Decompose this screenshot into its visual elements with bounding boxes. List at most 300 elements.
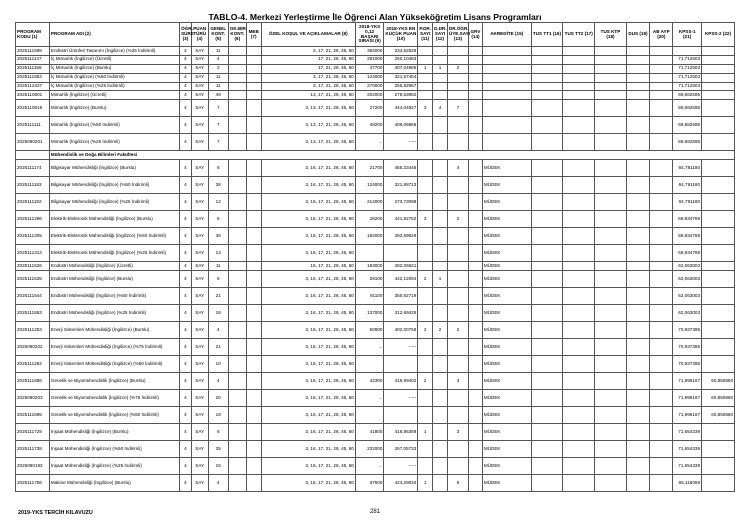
cell-grv	[469, 64, 483, 73]
cell-kucuk: -----	[384, 458, 418, 475]
cell-grv	[469, 211, 483, 228]
cell-tt2	[563, 339, 595, 356]
column-header: D.DR. SAYI (12)	[433, 23, 448, 47]
table-row	[16, 373, 735, 390]
cell-meb	[246, 322, 261, 339]
table-header-row	[16, 23, 735, 47]
cell-drogr	[447, 228, 468, 245]
cell-puan: SAY	[191, 194, 208, 211]
cell-ozel: 3, 16, 17, 21, 28, 45, 60	[261, 458, 355, 475]
cell-ddr	[433, 305, 448, 322]
cell-kpss2	[702, 177, 735, 194]
cell-sira: 202000	[355, 91, 384, 100]
cell-genel: 35	[208, 441, 228, 458]
cell-grv	[469, 245, 483, 262]
table-row	[16, 475, 735, 492]
cell-ayp	[650, 322, 673, 339]
cell-ayp	[650, 82, 673, 91]
cell-dus	[626, 356, 649, 373]
cell-ozel: 3, 16, 17, 21, 28, 45, 60	[261, 288, 355, 305]
cell-name: Genetik ve Biyomühendislik (İngilizce) (Burslu)	[49, 373, 179, 390]
cell-ayp	[650, 228, 673, 245]
cell-pdr	[418, 91, 433, 100]
cell-kpss2	[702, 100, 735, 117]
cell-sure: 4	[180, 424, 192, 441]
cell-kpss2	[702, 134, 735, 151]
cell-ayp	[650, 305, 673, 322]
cell-ayp	[650, 339, 673, 356]
cell-ktp	[595, 407, 627, 424]
cell-kpss2: 60,850860	[702, 373, 735, 390]
cell-tt2	[563, 194, 595, 211]
cell-meb	[246, 134, 261, 151]
cell-akr: MÜDEK	[482, 194, 531, 211]
cell-ktp	[595, 424, 627, 441]
table-row	[16, 271, 735, 288]
cell-ozel: 16, 17, 21, 28, 45, 60	[261, 262, 355, 271]
cell-akr: MÜDEK	[482, 390, 531, 407]
table-row	[16, 177, 735, 194]
cell-akr: MÜDEK	[482, 262, 531, 271]
cell-dus	[626, 160, 649, 177]
cell-sure: 4	[180, 245, 192, 262]
cell-tt1	[531, 262, 563, 271]
cell-puan: SAY	[191, 82, 208, 91]
cell-akr: MÜDEK	[482, 407, 531, 424]
guide-name: 2019-YKS TERCİH KILAVUZU	[18, 510, 93, 516]
cell-ayp	[650, 356, 673, 373]
column-header: KPSS-2 (22)	[702, 23, 735, 47]
cell-name: İç Mimarlık (İngilizce) (Burslu)	[49, 64, 179, 73]
cell-kucuk: -----	[384, 339, 418, 356]
cell-puan: SAY	[191, 458, 208, 475]
cell-pdr: 2	[418, 322, 433, 339]
cell-ddr	[433, 73, 448, 82]
cell-kucuk: 278,53982	[384, 91, 418, 100]
table-row	[16, 356, 735, 373]
cell-tt2	[563, 160, 595, 177]
cell-puan: SAY	[191, 73, 208, 82]
cell-tt2	[563, 322, 595, 339]
cell-ddr	[433, 134, 448, 151]
cell-kpss2	[702, 262, 735, 271]
table-row	[16, 424, 735, 441]
cell-puan: SAY	[191, 211, 208, 228]
cell-ddr	[433, 211, 448, 228]
cell-ddr: 1	[433, 271, 448, 288]
cell-ozel: 17, 21, 28, 45, 60	[261, 55, 355, 64]
cell-name: İnşaat Mühendisliği (İngilizce) (Burslu)	[49, 424, 179, 441]
cell-grv	[469, 271, 483, 288]
cell-okbir	[228, 160, 246, 177]
column-header: AB AYP (20)	[650, 23, 673, 47]
cell-tt1	[531, 288, 563, 305]
column-header: DUS (19)	[626, 23, 649, 47]
cell-ddr: 4	[433, 100, 448, 117]
cell-meb	[246, 91, 261, 100]
cell-ozel: 3, 16, 17, 21, 28, 45, 60	[261, 475, 355, 492]
cell-genel: 3	[208, 64, 228, 73]
cell-puan: SAY	[191, 100, 208, 117]
cell-name: Makine Mühendisliği (İngilizce) (Burslu)	[49, 475, 179, 492]
cell-sure: 4	[180, 373, 192, 390]
cell-kucuk: 402,00758	[384, 322, 418, 339]
cell-dus	[626, 100, 649, 117]
cell-akr: MÜDEK	[482, 356, 531, 373]
cell-okbir	[228, 177, 246, 194]
cell-okbir	[228, 424, 246, 441]
cell-meb	[246, 288, 261, 305]
cell-drogr	[447, 194, 468, 211]
cell-kucuk: 282,59826	[384, 228, 418, 245]
cell-grv	[469, 55, 483, 64]
cell-name: İç Mimarlık (İngilizce) (%50 İndirimli)	[49, 73, 179, 82]
cell-tt2	[563, 73, 595, 82]
cell-tt1	[531, 475, 563, 492]
table-row	[16, 458, 735, 475]
cell-sira: 124000	[355, 73, 384, 82]
cell-drogr	[447, 288, 468, 305]
cell-okbir	[228, 475, 246, 492]
cell-ayp	[650, 211, 673, 228]
cell-tt2	[563, 228, 595, 245]
cell-kpss2: 60,850860	[702, 390, 735, 407]
cell-dus	[626, 390, 649, 407]
cell-name: Bilgisayar Mühendisliği (İngilizce) (Burslu)	[49, 160, 179, 177]
cell-grv	[469, 194, 483, 211]
cell-pdr	[418, 305, 433, 322]
cell-kpss2	[702, 441, 735, 458]
cell-grv	[469, 177, 483, 194]
cell-akr: MÜDEK	[482, 271, 531, 288]
cell-genel: 4	[208, 322, 228, 339]
cell-genel: 36	[208, 228, 228, 245]
page-number: 281	[369, 509, 380, 515]
cell-ddr	[433, 262, 448, 271]
table-row	[16, 390, 735, 407]
cell-ozel: 3, 17, 21, 28, 45, 60	[261, 47, 355, 56]
cell-pdr	[418, 245, 433, 262]
cell-tt2	[563, 82, 595, 91]
cell-ozel: 3, 16, 17, 21, 28, 45, 60	[261, 177, 355, 194]
cell-sure: 4	[180, 64, 192, 73]
cell-meb	[246, 305, 261, 322]
cell-sure: 4	[180, 288, 192, 305]
table-row	[16, 305, 735, 322]
cell-kpss2	[702, 288, 735, 305]
cell-sure: 4	[180, 271, 192, 288]
cell-sure: 4	[180, 458, 192, 475]
cell-kpss1: 71,712503	[673, 73, 702, 82]
cell-ddr: 2	[433, 322, 448, 339]
cell-ddr	[433, 117, 448, 134]
cell-dus	[626, 117, 649, 134]
cell-akr: MÜDEK	[482, 424, 531, 441]
column-header: ÖZEL KOŞUL VE AÇIKLAMALAR (8)	[261, 23, 355, 47]
cell-genel: 6	[208, 271, 228, 288]
cell-ozel: 3, 16, 17, 21, 28, 45, 60	[261, 339, 355, 356]
cell-tt1	[531, 134, 563, 151]
cell-tt1	[531, 373, 563, 390]
table-row	[16, 47, 735, 56]
cell-okbir	[228, 271, 246, 288]
cell-name: Enerji Sistemleri Mühendisliği (İngilizce) (%50 İndirimli)	[49, 356, 179, 373]
cell-genel: 4	[208, 55, 228, 64]
cell-akr	[482, 47, 531, 56]
cell-kpss1: 62,063003	[673, 288, 702, 305]
cell-dus	[626, 322, 649, 339]
cell-code: 2025111314	[16, 245, 50, 262]
cell-kpss1: 71,996167	[673, 407, 702, 424]
cell-kpss1: 71,996167	[673, 373, 702, 390]
cell-pdr	[418, 441, 433, 458]
cell-meb	[246, 100, 261, 117]
cell-puan: SAY	[191, 91, 208, 100]
cell-tt2	[563, 245, 595, 262]
cell-pdr	[418, 390, 433, 407]
cell-akr	[482, 55, 531, 64]
cell-ktp	[595, 64, 627, 73]
cell-meb	[246, 441, 261, 458]
cell-puan: SAY	[191, 339, 208, 356]
cell-drogr	[447, 271, 468, 288]
cell-akr: MÜDEK	[482, 228, 531, 245]
cell-tt1	[531, 211, 563, 228]
cell-tt1	[531, 55, 563, 64]
cell-ozel: 3, 16, 17, 21, 28, 45, 60	[261, 390, 355, 407]
cell-tt2	[563, 390, 595, 407]
cell-grv	[469, 407, 483, 424]
cell-code: 2025111686	[16, 373, 50, 390]
cell-code: 2025112427	[16, 82, 50, 91]
cell-sira: 28100	[355, 271, 384, 288]
cell-tt2	[563, 305, 595, 322]
table-row	[16, 100, 735, 117]
cell-tt1	[531, 458, 563, 475]
cell-ayp	[650, 55, 673, 64]
cell-genel: 7	[208, 117, 228, 134]
cell-sure: 4	[180, 339, 192, 356]
cell-kucuk: -----	[384, 390, 418, 407]
cell-genel: 21	[208, 288, 228, 305]
cell-sira: 291000	[355, 55, 384, 64]
cell-sure: 4	[180, 73, 192, 82]
table-row	[16, 245, 735, 262]
cell-genel: 15	[208, 458, 228, 475]
cell-ozel: 3, 16, 17, 21, 28, 45, 60	[261, 228, 355, 245]
cell-sira: 137000	[355, 305, 384, 322]
cell-akr: MÜDEK	[482, 177, 531, 194]
cell-name: Enerji Sistemleri Mühendisliği (İngilizce) (%75 İndirimli)	[49, 339, 179, 356]
cell-sure: 4	[180, 117, 192, 134]
cell-sure: 4	[180, 100, 192, 117]
cell-puan: SAY	[191, 390, 208, 407]
cell-kucuk: 273,73098	[384, 194, 418, 211]
cell-kucuk: 415,99402	[384, 373, 418, 390]
cell-sure: 4	[180, 177, 192, 194]
cell-meb	[246, 228, 261, 245]
cell-pdr: 2	[418, 373, 433, 390]
cell-sure: 4	[180, 211, 192, 228]
cell-ddr	[433, 373, 448, 390]
cell-puan: SAY	[191, 322, 208, 339]
cell-pdr: 1	[418, 475, 433, 492]
cell-tt1	[531, 271, 563, 288]
cell-kpss1: 69,682595	[673, 134, 702, 151]
cell-dus	[626, 339, 649, 356]
cell-kpss1: 70,937395	[673, 322, 702, 339]
cell-genel: 18	[208, 305, 228, 322]
programs-table	[15, 22, 735, 492]
column-header: 2018-YKS EN KÜÇÜK PUAN (10)	[384, 23, 418, 47]
cell-kpss1	[673, 47, 702, 56]
cell-ddr	[433, 194, 448, 211]
cell-kpss2	[702, 82, 735, 91]
cell-ozel: 3, 16, 17, 21, 28, 45, 60	[261, 356, 355, 373]
cell-sira: 41800	[355, 424, 384, 441]
cell-grv	[469, 356, 483, 373]
cell-drogr	[447, 91, 468, 100]
cell-sira: 193000	[355, 262, 384, 271]
cell-genel: 6	[208, 424, 228, 441]
cell-puan: SAY	[191, 356, 208, 373]
cell-puan: SAY	[191, 424, 208, 441]
cell-code: 2025111262	[16, 356, 50, 373]
cell-ktp	[595, 194, 627, 211]
cell-name: Bilgisayar Mühendisliği (İngilizce) (%25 İndirimli)	[49, 194, 179, 211]
cell-code: 2025111598	[16, 47, 50, 56]
cell-kpss1: 69,682595	[673, 117, 702, 134]
cell-ddr	[433, 356, 448, 373]
cell-dus	[626, 134, 649, 151]
cell-kpss2	[702, 458, 735, 475]
cell-sira: ...	[355, 134, 384, 151]
cell-ddr	[433, 91, 448, 100]
cell-kucuk: 321,88713	[384, 177, 418, 194]
cell-kpss2	[702, 160, 735, 177]
cell-drogr	[447, 177, 468, 194]
cell-dus	[626, 82, 649, 91]
cell-name: Endüstri Ürünleri Tasarımı (İngilizce) (%25 İndirimli)	[49, 47, 179, 56]
cell-genel: 11	[208, 73, 228, 82]
cell-kucuk: 312,69425	[384, 305, 418, 322]
cell-kucuk: 321,57454	[384, 73, 418, 82]
cell-ddr	[433, 424, 448, 441]
cell-akr	[482, 117, 531, 134]
cell-code: 2025111526	[16, 262, 50, 271]
cell-tt2	[563, 91, 595, 100]
cell-pdr	[418, 82, 433, 91]
cell-drogr	[447, 390, 468, 407]
cell-sure: 4	[180, 228, 192, 245]
cell-drogr	[447, 245, 468, 262]
cell-sira: 50900	[355, 322, 384, 339]
cell-okbir	[228, 390, 246, 407]
cell-name: Endüstri Mühendisliği (İngilizce) (%25 İndirimli)	[49, 305, 179, 322]
cell-grv	[469, 91, 483, 100]
cell-kpss1: 62,063003	[673, 271, 702, 288]
cell-sure: 4	[180, 134, 192, 151]
cell-kucuk: 234,62628	[384, 47, 418, 56]
cell-sira: 48200	[355, 117, 384, 134]
cell-name: Elektrik-Elektronik Mühendisliği (İngilizce) (%25 İndirimli)	[49, 245, 179, 262]
cell-sira: ...	[355, 339, 384, 356]
cell-puan: SAY	[191, 407, 208, 424]
cell-okbir	[228, 134, 246, 151]
cell-kpss1: 71,712503	[673, 82, 702, 91]
cell-ddr	[433, 55, 448, 64]
cell-ddr	[433, 160, 448, 177]
cell-ozel: 3, 16, 17, 21, 28, 45, 60	[261, 441, 355, 458]
cell-ddr	[433, 245, 448, 262]
cell-meb	[246, 271, 261, 288]
cell-code: 2025111156	[16, 64, 50, 73]
cell-ozel: 3, 16, 17, 21, 28, 45, 60	[261, 322, 355, 339]
cell-genel: 7	[208, 100, 228, 117]
cell-akr	[482, 134, 531, 151]
cell-grv	[469, 117, 483, 134]
column-header: 2018-YKS 0,12 BAŞARI SIRASI (9)	[355, 23, 384, 47]
cell-dus	[626, 64, 649, 73]
cell-drogr	[447, 458, 468, 475]
cell-pdr	[418, 407, 433, 424]
cell-kpss2	[702, 47, 735, 56]
cell-okbir	[228, 356, 246, 373]
cell-ayp	[650, 91, 673, 100]
cell-grv	[469, 134, 483, 151]
cell-meb	[246, 64, 261, 73]
cell-sira: 28200	[355, 211, 384, 228]
cell-sure: 4	[180, 356, 192, 373]
cell-kpss1: 64,791180	[673, 194, 702, 211]
cell-ayp	[650, 245, 673, 262]
cell-code: 2025111253	[16, 322, 50, 339]
cell-kucuk: 350,82719	[384, 288, 418, 305]
cell-drogr	[447, 356, 468, 373]
cell-puan: SAY	[191, 134, 208, 151]
cell-ktp	[595, 117, 627, 134]
cell-ktp	[595, 441, 627, 458]
cell-kucuk: 282,06621	[384, 262, 418, 271]
cell-akr: MÜDEK	[482, 160, 531, 177]
cell-genel: 18	[208, 407, 228, 424]
column-header: TUS TT1 (16)	[531, 23, 563, 47]
cell-tt2	[563, 262, 595, 271]
cell-name: İç Mimarlık (İngilizce) (%25 İndirimli)	[49, 82, 179, 91]
cell-okbir	[228, 211, 246, 228]
cell-code: 2025090193	[16, 458, 50, 475]
table-row	[16, 194, 735, 211]
cell-dus	[626, 47, 649, 56]
table-row	[16, 322, 735, 339]
cell-ktp	[595, 55, 627, 64]
cell-tt1	[531, 245, 563, 262]
cell-kpss2	[702, 194, 735, 211]
cell-okbir	[228, 100, 246, 117]
cell-pdr	[418, 228, 433, 245]
table-row	[16, 288, 735, 305]
cell-kucuk	[384, 245, 418, 262]
cell-akr	[482, 100, 531, 117]
cell-meb	[246, 390, 261, 407]
cell-dus	[626, 407, 649, 424]
cell-ktp	[595, 271, 627, 288]
cell-genel: 6	[208, 211, 228, 228]
cell-puan: SAY	[191, 117, 208, 134]
cell-kucuk: 424,29034	[384, 475, 418, 492]
cell-meb	[246, 194, 261, 211]
cell-ktp	[595, 373, 627, 390]
